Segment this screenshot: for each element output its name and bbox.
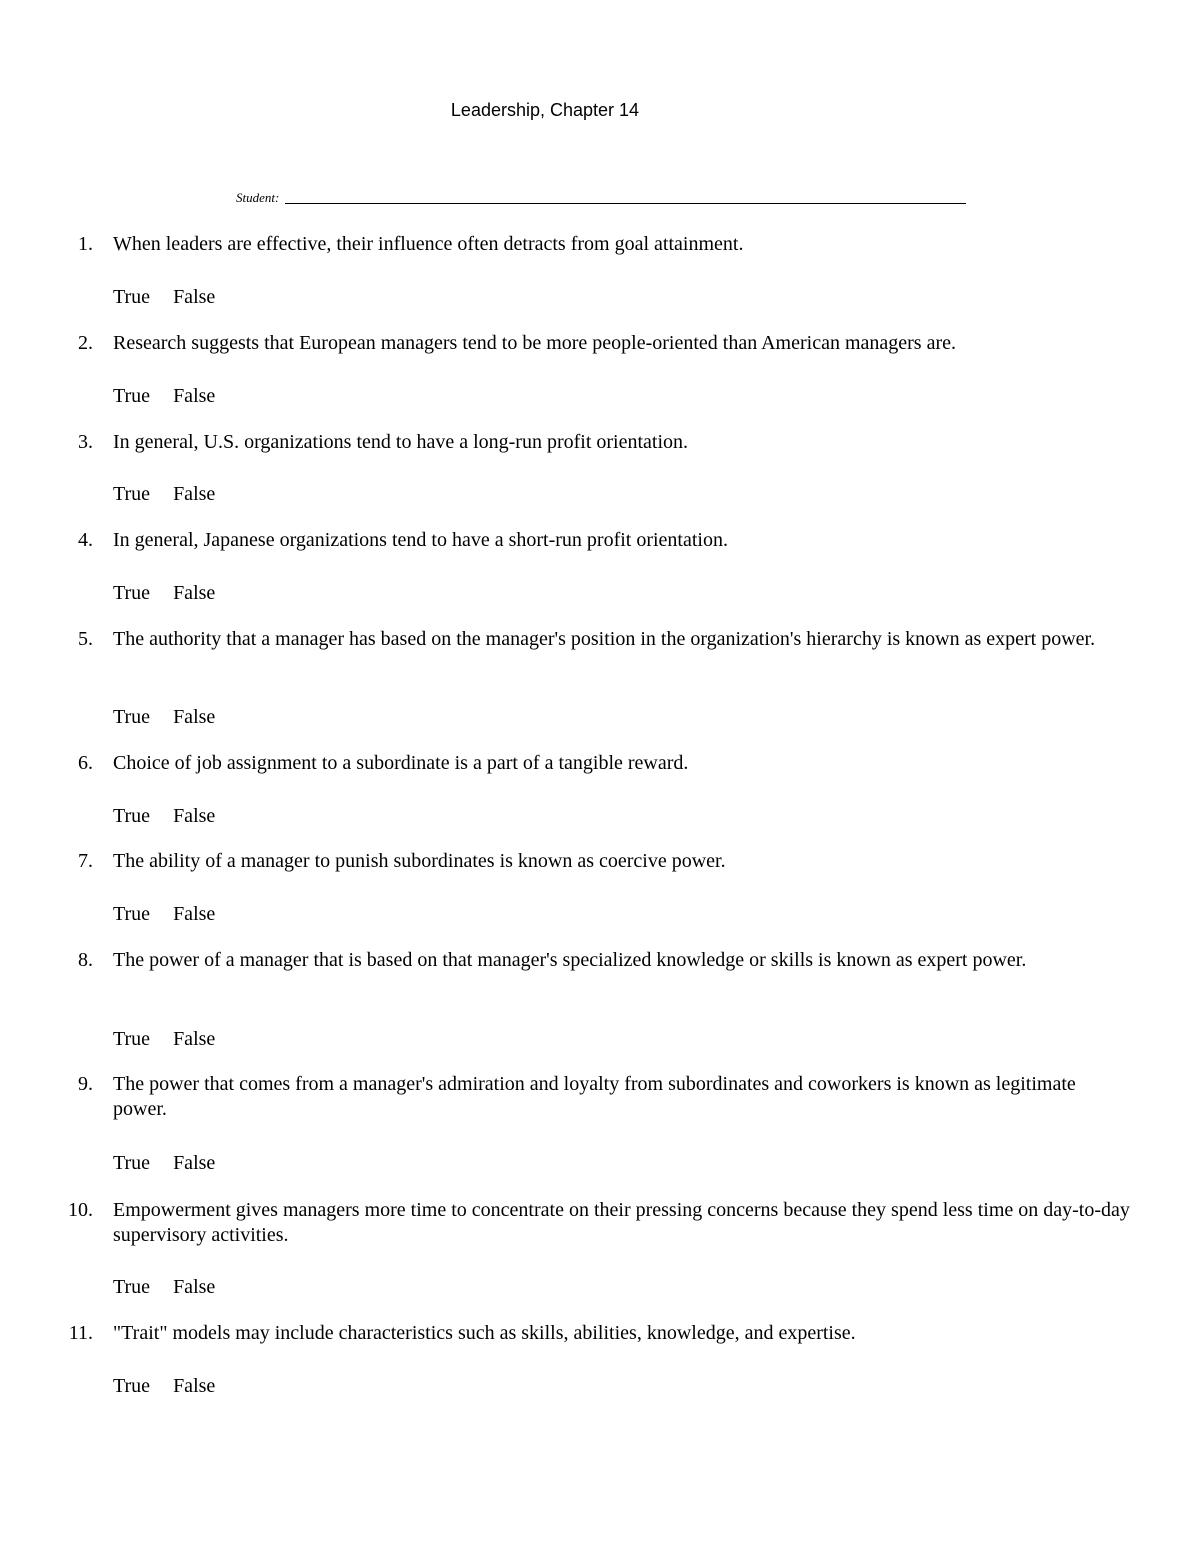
answer-false[interactable]: False xyxy=(173,805,216,827)
question-number: 1. xyxy=(78,233,93,255)
question-number: 6. xyxy=(78,752,93,774)
student-name-line[interactable] xyxy=(285,203,966,204)
question-number: 5. xyxy=(78,628,93,650)
question-text: In general, Japanese organizations tend to have a short-run profit orientation. xyxy=(113,529,728,551)
answer-true[interactable]: True xyxy=(113,1028,151,1050)
student-name-field[interactable] xyxy=(236,186,966,210)
student-label: Student: xyxy=(236,190,280,205)
answer-false[interactable]: False xyxy=(173,706,216,728)
answer-false[interactable]: False xyxy=(173,1375,216,1397)
answer-true[interactable]: True xyxy=(113,1152,151,1174)
question-number: 7. xyxy=(78,850,93,872)
question-text: In general, U.S. organizations tend to have a long-run profit orientation. xyxy=(113,431,689,453)
question-text: Empowerment gives managers more time to concentrate on their pressing concerns because they spend less time on day-to-day supervisory activities. xyxy=(113,1199,1130,1246)
question-text: Choice of job assignment to a subordinate is a part of a tangible reward. xyxy=(113,752,689,774)
question-number: 11. xyxy=(68,1322,93,1344)
answer-true[interactable]: True xyxy=(113,706,151,728)
question-text: Research suggests that European managers tend to be more people-oriented than American managers are. xyxy=(113,332,957,354)
answer-false[interactable]: False xyxy=(173,385,216,407)
answer-true[interactable]: True xyxy=(113,1375,151,1397)
answer-false[interactable]: False xyxy=(173,1028,216,1050)
page-title: Leadership, Chapter 14 xyxy=(450,100,640,120)
answer-false[interactable]: False xyxy=(173,286,216,308)
answer-false[interactable]: False xyxy=(173,1152,216,1174)
answer-false[interactable]: False xyxy=(173,903,216,925)
question-number: 9. xyxy=(78,1073,93,1095)
answer-true[interactable]: True xyxy=(113,483,151,505)
question-text: The power of a manager that is based on that manager's specialized knowledge or skills is known as expert power. xyxy=(113,949,1027,971)
question-number: 4. xyxy=(78,529,93,551)
question-text: The authority that a manager has based on the manager's position in the organization's hierarchy is known as expert power. xyxy=(113,628,1096,650)
question-text: The power that comes from a manager's admiration and loyalty from subordinates and coworkers is known as legitimate power. xyxy=(113,1073,1076,1120)
answer-true[interactable]: True xyxy=(113,286,151,308)
answer-false[interactable]: False xyxy=(173,483,216,505)
question-number: 10. xyxy=(68,1199,93,1221)
answer-true[interactable]: True xyxy=(113,385,151,407)
question-number: 2. xyxy=(78,332,93,354)
answer-true[interactable]: True xyxy=(113,805,151,827)
question-number: 3. xyxy=(78,431,93,453)
question-text: When leaders are effective, their influence often detracts from goal attainment. xyxy=(113,233,744,255)
answer-true[interactable]: True xyxy=(113,1276,151,1298)
question-text: The ability of a manager to punish subordinates is known as coercive power. xyxy=(113,850,726,872)
question-number: 8. xyxy=(78,949,93,971)
answer-true[interactable]: True xyxy=(113,903,151,925)
answer-false[interactable]: False xyxy=(173,1276,216,1298)
question-text: "Trait" models may include characteristics such as skills, abilities, knowledge, and expertise. xyxy=(113,1322,856,1344)
answer-false[interactable]: False xyxy=(173,582,216,604)
answer-true[interactable]: True xyxy=(113,582,151,604)
